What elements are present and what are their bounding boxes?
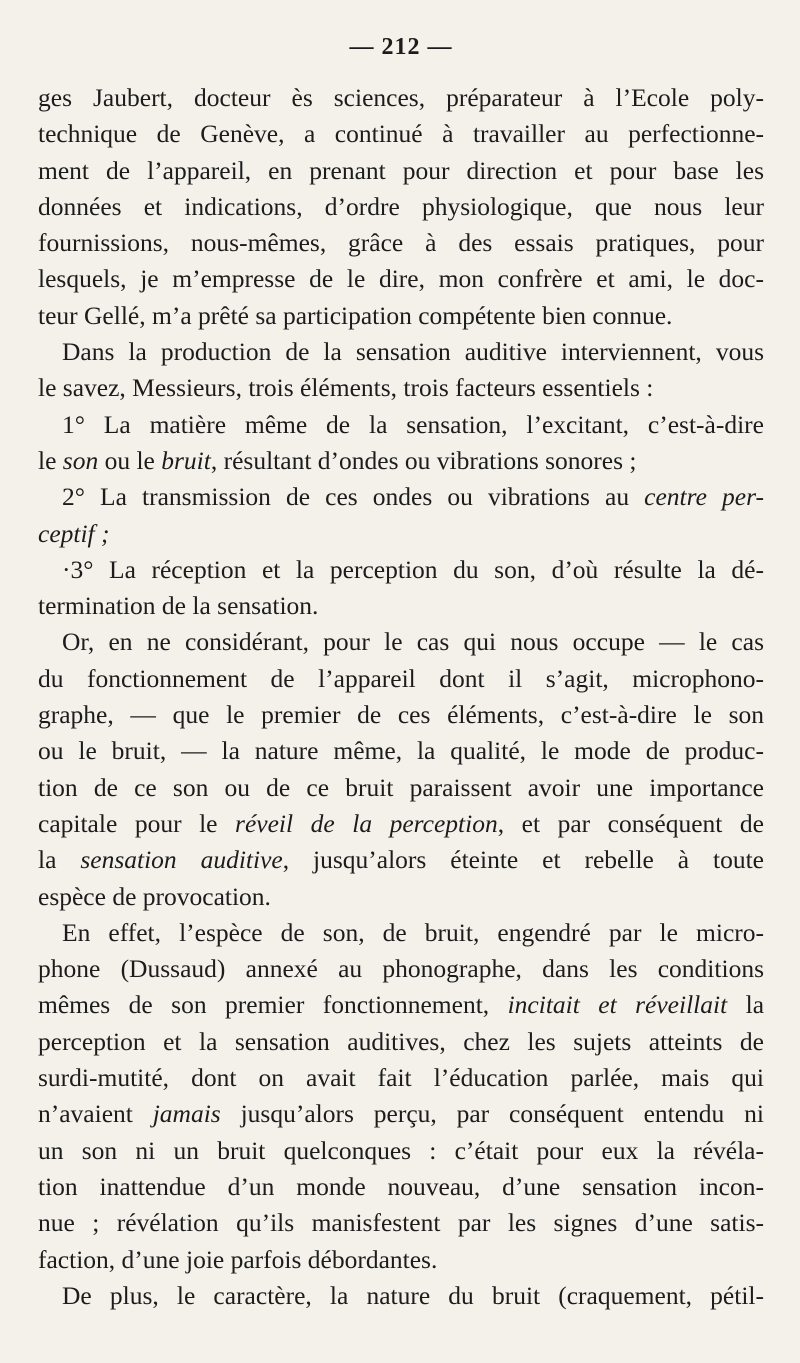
text-line [38, 661, 764, 697]
text-line [38, 443, 764, 479]
text-segment: graphe, — que le premier de ces éléments, c’est-à-dire le son [38, 700, 764, 730]
text-segment: , et par conséquent de [497, 808, 764, 838]
text-line [38, 153, 764, 189]
text-line [38, 1024, 764, 1060]
text-line [38, 516, 764, 552]
text-segment: fournissions, nous-mêmes, grâce à des essais pratiques, pour [38, 228, 764, 258]
text-line [38, 697, 764, 733]
text-segment: n’avaient [38, 1099, 153, 1129]
paragraph [38, 407, 764, 480]
text-segment: données et indications, d’ordre physiologique, que nous leur [38, 191, 764, 221]
text-line [38, 225, 764, 261]
text-line [38, 298, 764, 334]
text-segment: le [38, 445, 63, 475]
text-segment: termination de la sensation. [38, 591, 319, 621]
text-segment: mêmes de son premier fonctionnement, [38, 990, 508, 1020]
italic-text: jamais [152, 1099, 221, 1129]
text-line [38, 80, 764, 116]
text-segment: espèce de provocation. [38, 881, 271, 911]
paragraph [38, 334, 764, 407]
paragraph [38, 80, 764, 334]
text-segment: ment de l’appareil, en prenant pour direction et pour base les [38, 155, 764, 185]
text-segment: teur Gellé, m’a prêté sa participation compétente bien connue. [38, 300, 673, 330]
text-line [38, 1096, 764, 1132]
italic-text: bruit [161, 445, 211, 475]
text-segment: , résultant d’ondes ou vibrations sonores ; [210, 445, 637, 475]
italic-text: centre per- [644, 482, 764, 512]
text-line [38, 1060, 764, 1096]
text-segment: ges Jaubert, docteur ès sciences, préparateur à l’Ecole poly- [38, 83, 764, 112]
text-segment: un son ni un bruit quelconques : c’était pour eux la révéla- [38, 1135, 764, 1165]
text-line [38, 189, 764, 225]
text-line [38, 334, 764, 370]
text-line [38, 987, 764, 1023]
page-number: — 212 — [349, 34, 453, 60]
text-segment: perception et la sensation auditives, chez les sujets atteints de [38, 1026, 764, 1056]
text-segment: la [727, 990, 764, 1020]
text-line [38, 479, 764, 515]
text-line [38, 552, 764, 588]
text-line [38, 1278, 764, 1314]
text-segment: lesquels, je m’empresse de le dire, mon confrère et ami, le doc- [38, 264, 764, 294]
text-segment: surdi-mutité, dont on avait fait l’éducation parlée, mais qui [38, 1063, 764, 1093]
text-segment: ·3° La réception et la perception du son, d’où résulte la dé- [62, 554, 764, 584]
text-segment: le savez, Messieurs, trois éléments, trois facteurs essentiels : [38, 373, 654, 403]
text-line [38, 770, 764, 806]
text-segment: jusqu’alors perçu, par conséquent entendu ni [220, 1099, 764, 1129]
italic-text: sensation auditive [80, 845, 283, 875]
text-segment: Or, en ne considérant, pour le cas qui nous occupe — le cas [62, 627, 764, 657]
text-segment: 1° La matière même de la sensation, l’excitant, c’est-à-dire [62, 409, 764, 439]
paragraph [38, 479, 764, 552]
text-segment: nue ; révélation qu’ils manisfestent par les signes d’une satis- [38, 1208, 764, 1238]
paragraph [38, 915, 764, 1278]
text-line [38, 588, 764, 624]
text-segment: faction, d’une joie parfois débordantes. [38, 1244, 438, 1274]
text-segment: du fonctionnement de l’appareil dont il s’agit, microphono- [38, 663, 764, 693]
text-segment: ou le [98, 445, 162, 475]
paragraph [38, 552, 764, 625]
text-segment: phone (Dussaud) annexé au phonographe, dans les conditions [38, 954, 764, 984]
text-line [38, 1169, 764, 1205]
paragraph [38, 624, 764, 914]
text-line [38, 879, 764, 915]
italic-text: incitait et réveillait [507, 990, 728, 1020]
text-segment: technique de Genève, a continué à travailler au perfectionne- [38, 119, 764, 149]
text-segment: 2° La transmission de ces ondes ou vibrations au [62, 482, 645, 512]
italic-text: ceptif ; [38, 518, 110, 548]
text-segment: En effet, l’espèce de son, de bruit, engendré par le micro- [62, 917, 764, 947]
text-segment: Dans la production de la sensation auditive interviennent, vous [62, 337, 764, 367]
text-line [38, 370, 764, 406]
text-segment: De plus, le caractère, la nature du bruit (craquement, pétil- [62, 1280, 764, 1310]
text-line [38, 1242, 764, 1278]
text-segment: la [38, 845, 81, 875]
text-line [38, 733, 764, 769]
text-segment: , jusqu’alors éteinte et rebelle à toute [282, 845, 764, 875]
text-line [38, 407, 764, 443]
text-line [38, 842, 764, 878]
text-segment: capitale pour le [38, 808, 236, 838]
text-line [38, 951, 764, 987]
text-line [38, 1205, 764, 1241]
body-text [38, 80, 764, 1314]
text-segment: tion inattendue d’un monde nouveau, d’une sensation incon- [38, 1171, 764, 1201]
text-line [38, 1133, 764, 1169]
text-line [38, 116, 764, 152]
italic-text: son [62, 445, 99, 475]
paragraph [38, 1278, 764, 1314]
text-line [38, 806, 764, 842]
text-segment: ou le bruit, — la nature même, la qualité, le mode de produc- [38, 736, 764, 766]
italic-text: réveil de la perception [235, 808, 498, 838]
text-line [38, 261, 764, 297]
text-line [38, 624, 764, 660]
text-line [38, 915, 764, 951]
text-segment: tion de ce son ou de ce bruit paraissent avoir une importance [38, 772, 764, 802]
